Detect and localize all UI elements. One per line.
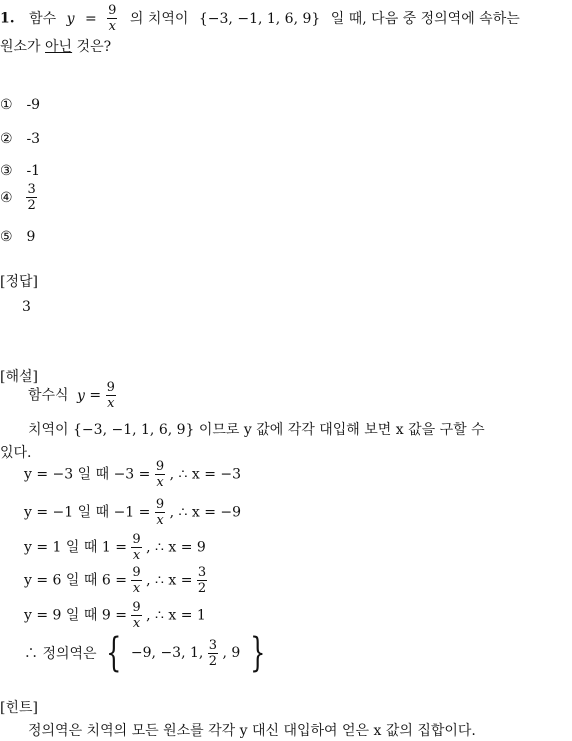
step-result: , ∴ x = −9 [169, 504, 242, 521]
fraction-9-over-x: $\frac{9}{x}$ [108, 3, 117, 34]
step-result: , ∴ x = −3 [169, 466, 242, 483]
emphasis-not: 아닌 [45, 39, 73, 55]
step-5 [24, 601, 206, 630]
step-fraction: $\frac{9}{x}$ [132, 565, 141, 596]
step-fraction: $\frac{9}{x}$ [132, 600, 141, 631]
choice-text: -1 [26, 163, 41, 179]
left-brace: { [106, 630, 122, 676]
step-cond: y = 1 일 때 1 = [24, 539, 127, 556]
hint-label: [힌트] [0, 700, 38, 716]
domain-fraction: $\frac{3}{2}$ [208, 637, 218, 669]
step-1 [24, 460, 241, 489]
step-result: , ∴ x = 9 [146, 539, 206, 556]
domain-values-b: , 9 [222, 645, 241, 661]
step-4 [24, 566, 207, 595]
answer-value: 3 [22, 299, 31, 315]
step-3 [24, 533, 206, 562]
choice-marker: ⑤ [0, 229, 13, 245]
explanation-function [28, 381, 116, 410]
range-set: {−3, −1, 1, 6, 9} [198, 10, 321, 27]
explanation-label: [해설] [0, 369, 38, 385]
choice-marker: ④ [0, 189, 13, 206]
step-2 [24, 498, 241, 527]
explanation-line-3: 있다. [0, 445, 32, 461]
domain-conclusion [24, 630, 270, 676]
var-y: y [66, 10, 75, 27]
domain-values-a: −9, −3, 1, [130, 645, 204, 661]
choice-marker: ② [0, 131, 13, 147]
step-result-fraction: $\frac{3}{2}$ [197, 565, 207, 596]
choice-2[interactable] [0, 131, 40, 147]
domain-prefix: ∴ 정의역은 [24, 646, 97, 662]
choice-5[interactable] [0, 229, 35, 245]
question-text-e: 것은? [76, 39, 112, 55]
question-text-b: 의 치역이 [129, 10, 189, 27]
question-number: 1. [0, 10, 15, 27]
choice-1[interactable] [0, 97, 40, 113]
step-cond: y = 6 일 때 6 = [24, 572, 127, 589]
answer-label: [정답] [0, 274, 38, 290]
question-text-a: 함수 [29, 10, 57, 27]
question-line-2 [0, 36, 111, 56]
step-cond: y = −1 일 때 −1 = [24, 504, 151, 521]
step-result: , ∴ x = [146, 572, 193, 589]
hint-text: 정의역은 치역의 모든 원소를 각각 y 대신 대입하여 얻은 x 값의 집합이다. [28, 723, 476, 739]
choice-text: -9 [26, 97, 41, 113]
step-fraction: $\frac{9}{x}$ [155, 497, 165, 528]
right-brace: } [249, 630, 266, 676]
explanation-line-2: 치역이 {−3, −1, 1, 6, 9} 이므로 y 값에 각각 대입해 보면 x 값을 구할 수 [28, 422, 485, 438]
step-result: , ∴ x = 1 [146, 607, 206, 624]
question-text-c: 일 때, 다음 중 정의역에 속하는 [330, 10, 520, 27]
choice-marker: ① [0, 97, 13, 113]
equals: = [89, 387, 102, 404]
question-line-1 [0, 4, 520, 33]
step-fraction: $\frac{9}{x}$ [155, 459, 165, 490]
step-cond: y = 9 일 때 9 = [24, 607, 127, 624]
choice-3[interactable] [0, 163, 40, 179]
step-fraction: $\frac{9}{x}$ [132, 532, 141, 563]
question-text-d: 원소가 [0, 39, 41, 55]
choice-text: -3 [26, 131, 41, 147]
choice-marker: ③ [0, 163, 13, 179]
fraction-9-over-x: $\frac{9}{x}$ [106, 380, 115, 411]
equals: = [84, 10, 97, 27]
choice-4[interactable] [0, 183, 37, 212]
choice-fraction: $\frac{3}{2}$ [27, 182, 36, 213]
var-y: y [77, 387, 85, 404]
function-prefix: 함수식 [28, 387, 69, 404]
step-cond: y = −3 일 때 −3 = [24, 466, 151, 483]
choice-text: 9 [26, 229, 36, 245]
